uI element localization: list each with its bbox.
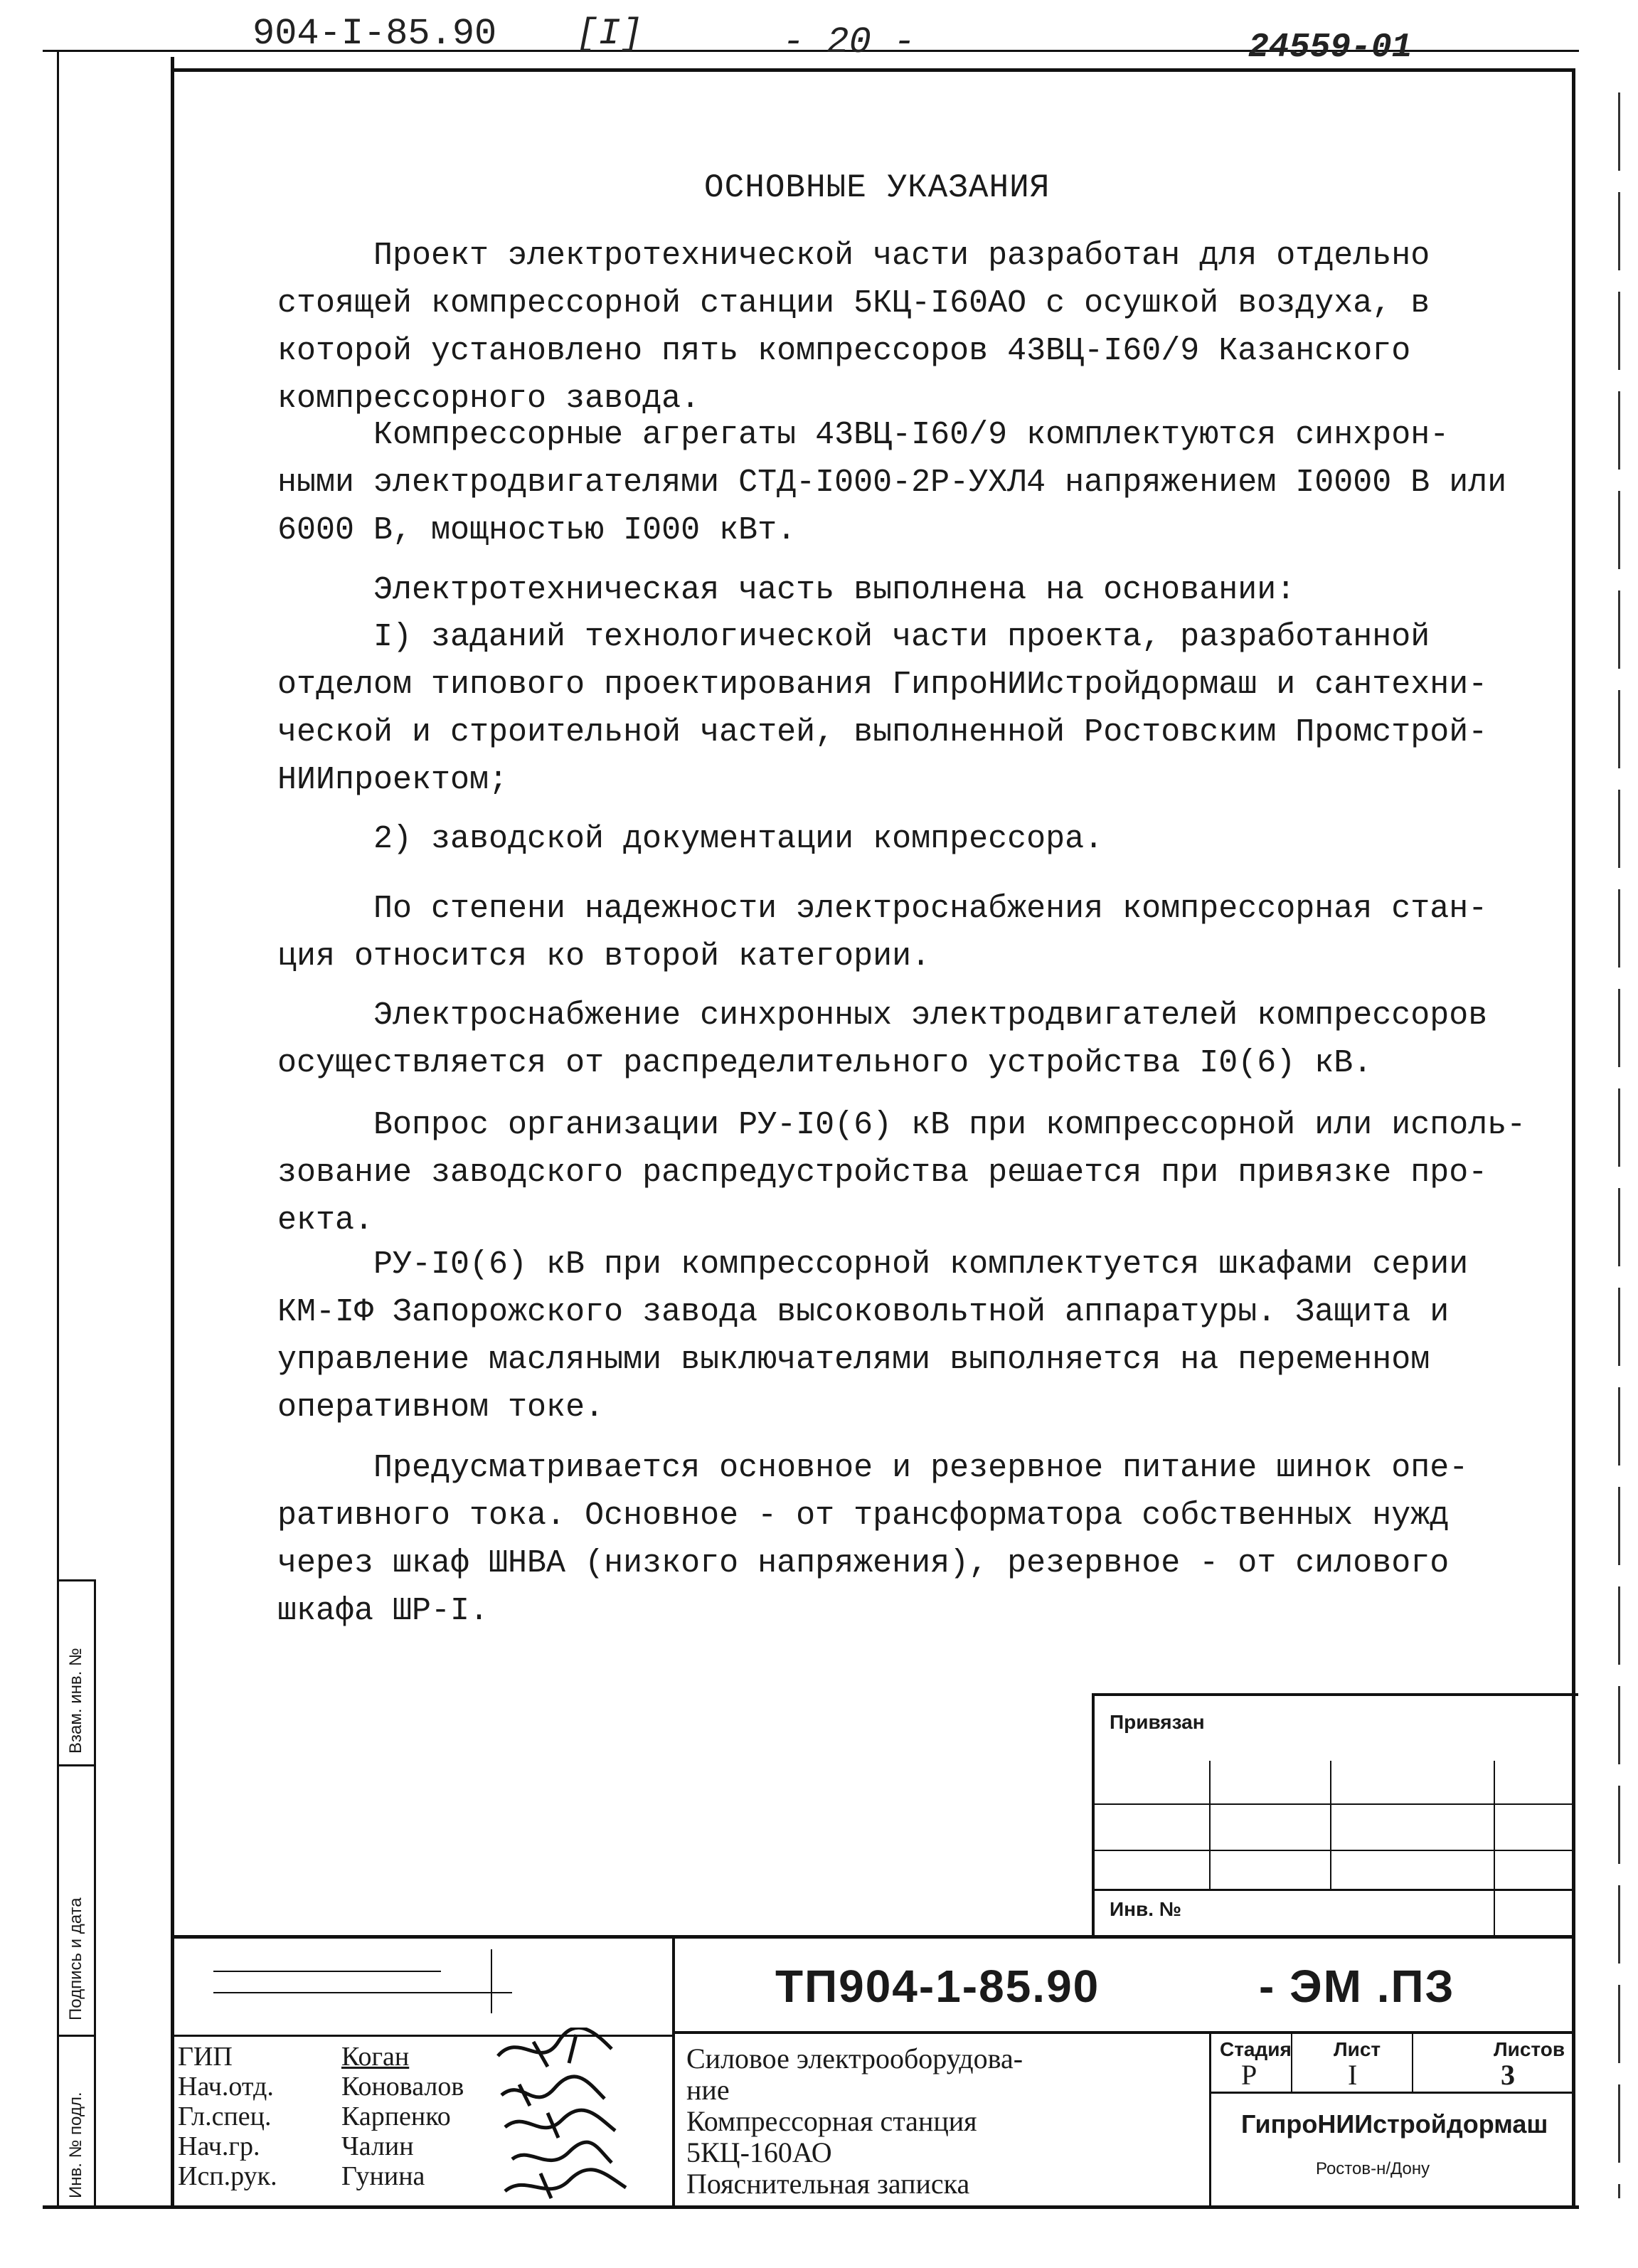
paragraph-line: которой установлено пять компрессоров 43ВЦ-I60/9 Казанского <box>277 333 1411 369</box>
staff-row <box>178 2102 464 2131</box>
signature-scribbles <box>491 2028 640 2205</box>
titleblock-signature-col <box>491 1949 492 2013</box>
margin-outer-line <box>57 50 59 2205</box>
stage-label: Стадия <box>1220 2038 1292 2060</box>
titleblock-signature-line-b <box>213 1992 512 1993</box>
frame-top-line <box>171 68 1575 72</box>
binding-col-line-3 <box>1494 1761 1495 1939</box>
paragraph-4 <box>277 613 1487 804</box>
paragraph-line: I) заданий технологической части проекта, разработанной <box>373 619 1430 655</box>
paragraph-line: ными электродвигателями СТД-I000-2Р-УХЛ4 напряжением I0000 В или <box>277 465 1507 501</box>
right-edge-dashes <box>1618 92 1620 2198</box>
paragraph-line: 6000 В, мощностью I000 кВт. <box>277 512 797 549</box>
staff-role: ГИП <box>178 2042 233 2072</box>
sheet-label: Лист <box>1334 2038 1381 2060</box>
paragraph-line: ративного тока. Основное - от трансформатора собственных нужд <box>277 1498 1450 1534</box>
margin-inner-line <box>94 1579 96 2205</box>
header-album: [I] <box>576 13 643 55</box>
paragraph-6 <box>277 885 1487 980</box>
signature-1 <box>498 2028 612 2067</box>
paragraph-line: РУ-I0(6) кВ при компрессорной комплектуется шкафами серии <box>373 1246 1469 1283</box>
paragraph-line: Проект электротехнической части разработан для отдельно <box>373 238 1430 274</box>
paragraph-line: Электроснабжение синхронных электродвигателей компрессоров <box>373 997 1488 1034</box>
signature-2 <box>501 2077 605 2106</box>
staff-role: Нач.гр. <box>178 2131 260 2161</box>
staff-row <box>178 2072 464 2102</box>
paragraph-5 <box>277 815 1103 863</box>
staff-name: Гунина <box>341 2161 425 2191</box>
margin-label-replacement-inventory: Взам. инв. № <box>66 1648 85 1754</box>
paragraph-line: осуществляется от распределительного устройства I0(6) кВ. <box>277 1045 1373 1081</box>
stage-value: Р <box>1241 2059 1257 2091</box>
sheets-label: Листов <box>1494 2038 1565 2060</box>
paragraph-8 <box>277 1101 1526 1244</box>
margin-divider-1 <box>57 1579 96 1581</box>
margin-label-original-inventory: Инв. № подл. <box>66 2092 85 2198</box>
paragraph-line: екта. <box>277 1202 374 1239</box>
paragraph-line: управление масляными выключателями выполняется на переменном <box>277 1342 1430 1378</box>
header-page-number: - 20 - <box>782 21 916 63</box>
description-line: 5КЦ-160АО <box>686 2136 832 2168</box>
paragraph-line: шкафа ШР-I. <box>277 1593 489 1629</box>
paragraph-7 <box>277 992 1487 1087</box>
paragraph-9 <box>277 1241 1468 1431</box>
titleblock-sheet-divider-2 <box>1412 2031 1413 2092</box>
document-description <box>686 2043 1023 2200</box>
paragraph-line: ция относится ко второй категории. <box>277 938 931 975</box>
description-line: ние <box>686 2074 730 2106</box>
staff-role: Гл.спец. <box>178 2102 272 2131</box>
paragraph-line: оперативном токе. <box>277 1389 605 1426</box>
staff-row <box>178 2131 464 2161</box>
paragraph-line: КМ-IФ Запорожского завода высоковольтной аппаратуры. Защита и <box>277 1294 1450 1330</box>
paragraph-line: Электротехническая часть выполнена на основании: <box>373 572 1296 608</box>
staff-name: Чалин <box>341 2131 414 2161</box>
staff-row <box>178 2042 464 2072</box>
paragraph-1 <box>277 232 1430 423</box>
paragraph-line: Вопрос организации РУ-I0(6) кВ при компрессорной или исполь- <box>373 1107 1526 1143</box>
staff-name: Коновалов <box>341 2072 464 2102</box>
staff-list <box>178 2042 464 2191</box>
paragraph-10 <box>277 1444 1468 1635</box>
header-series: 904-I-85.90 <box>252 13 497 55</box>
signature-3 <box>505 2110 615 2138</box>
titleblock-signature-line-a <box>213 1971 441 1972</box>
description-line: Силовое электрооборудова- <box>686 2042 1023 2074</box>
paragraph-line: Компрессорные агрегаты 43ВЦ-I60/9 комплектуются синхрон- <box>373 417 1450 453</box>
margin-divider-3 <box>57 2035 96 2037</box>
paragraph-line: стоящей компрессорной станции 5КЦ-I60АО с осушкой воздуха, в <box>277 285 1430 322</box>
document-code-suffix: - ЭМ .ПЗ <box>1259 1961 1455 2012</box>
binding-row-line-3 <box>1092 1889 1575 1891</box>
description-line: Пояснительная записка <box>686 2168 970 2200</box>
titleblock-main-divider <box>672 1935 675 2205</box>
signature-5 <box>505 2170 626 2198</box>
organization-name: ГипроНИИстройдормаш <box>1241 2109 1548 2139</box>
binding-col-line-2 <box>1330 1761 1331 1889</box>
staff-name: Коган <box>341 2042 410 2072</box>
staff-row <box>178 2161 464 2191</box>
staff-name: Карпенко <box>341 2102 451 2131</box>
titleblock-stage-line <box>1209 2092 1575 2094</box>
frame-bottom-line <box>43 2205 1579 2209</box>
sheet-value: I <box>1348 2059 1358 2091</box>
frame-left-line <box>171 57 174 2205</box>
titleblock-mid-line <box>672 2031 1575 2034</box>
staff-role: Исп.рук. <box>178 2161 277 2191</box>
staff-role: Нач.отд. <box>178 2072 274 2102</box>
description-line: Компрессорная станция <box>686 2105 977 2137</box>
binding-inventory-label: Инв. № <box>1110 1898 1182 1920</box>
sheets-value: 3 <box>1501 2059 1515 2091</box>
binding-row-line-2 <box>1092 1850 1575 1851</box>
paragraph-line: Предусматривается основное и резервное питание шинок опе- <box>373 1450 1469 1486</box>
paragraph-line: ческой и строительной частей, выполненной Ростовским Промстрой- <box>277 714 1488 751</box>
titleblock-stage-divider <box>1209 2031 1211 2205</box>
paragraph-line: отделом типового проектирования ГипроНИИстройдормаш и сантехни- <box>277 667 1488 703</box>
titleblock-top-line <box>171 1935 1575 1939</box>
document-code: ТП904-1-85.90 <box>775 1961 1100 2012</box>
paragraph-2 <box>277 411 1506 554</box>
binding-label: Привязан <box>1110 1711 1205 1733</box>
paragraph-line: 2) заводской документации компрессора. <box>373 821 1104 857</box>
paragraph-line: зование заводского распредустройства решается при привязке про- <box>277 1155 1488 1191</box>
paragraph-line: компрессорного завода. <box>277 381 701 417</box>
margin-divider-2 <box>57 1764 96 1766</box>
paragraph-line: По степени надежности электроснабжения компрессорная стан- <box>373 891 1488 927</box>
binding-col-line-1 <box>1209 1761 1211 1889</box>
document-title: ОСНОВНЫЕ УКАЗАНИЯ <box>704 169 1051 206</box>
signature-4 <box>512 2142 612 2163</box>
organization-city: Ростов-н/Дону <box>1316 2159 1430 2178</box>
binding-row-line-1 <box>1092 1803 1575 1805</box>
margin-label-signature-date: Подпись и дата <box>66 1897 85 2020</box>
paragraph-line: НИИпроектом; <box>277 762 509 798</box>
paragraph-3 <box>277 566 1295 614</box>
header-inventory: 24559-01 <box>1248 28 1413 67</box>
paragraph-line: через шкаф ШНВА (низкого напряжения), резервное - от силового <box>277 1545 1450 1581</box>
